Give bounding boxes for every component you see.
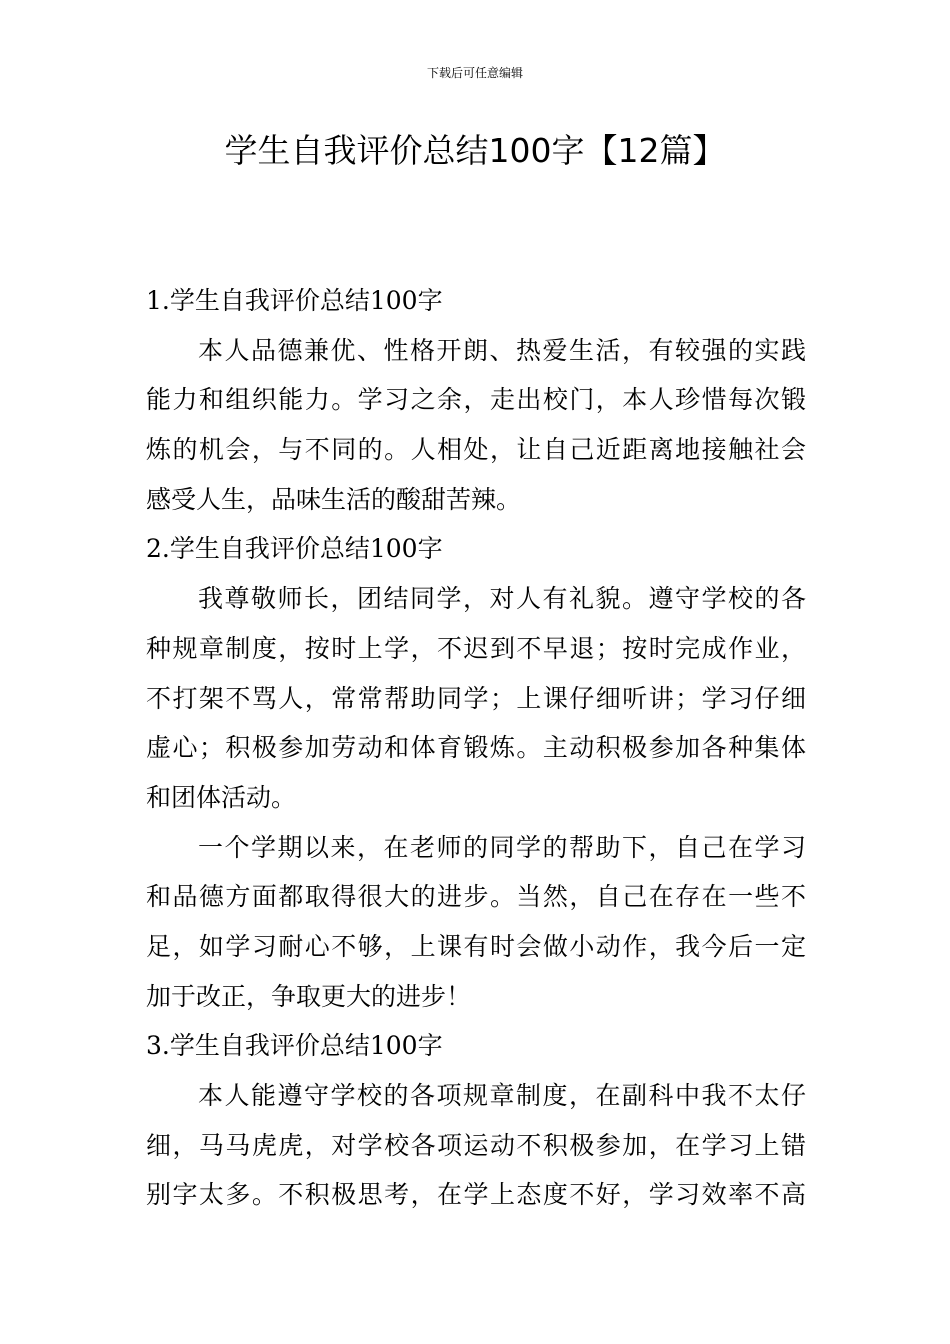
paragraph-line: 细，马马虎虎，对学校各项运动不积极参加，在学习上错 xyxy=(146,1130,806,1160)
paragraph-line: 别字太多。不积极思考，在学上态度不好，学习效率不高 xyxy=(146,1180,806,1210)
paragraph-line: 足，如学习耐心不够，上课有时会做小动作，我今后一定 xyxy=(146,931,806,961)
paragraph-line: 一个学期以来，在老师的同学的帮助下，自己在学习 xyxy=(198,832,806,862)
paragraph-line: 能力和组织能力。学习之余，走出校门，本人珍惜每次锻 xyxy=(146,385,806,415)
paragraph-line: 虚心；积极参加劳动和体育锻炼。主动积极参加各种集体 xyxy=(146,733,806,763)
section-heading: 3.学生自我评价总结100字 xyxy=(146,1031,443,1061)
paragraph-line: 种规章制度，按时上学，不迟到不早退；按时完成作业， xyxy=(146,633,806,663)
paragraph-line: 本人品德兼优、性格开朗、热爱生活，有较强的实践 xyxy=(198,335,806,365)
paragraph-line: 炼的机会，与不同的。人相处，让自己近距离地接触社会 xyxy=(146,435,806,465)
paragraph-line: 加于改正，争取更大的进步！ xyxy=(146,981,472,1011)
paragraph-line: 感受人生，品味生活的酸甜苦辣。 xyxy=(146,484,522,514)
paragraph-line: 我尊敬师长，团结同学，对人有礼貌。遵守学校的各 xyxy=(198,584,806,614)
paragraph-line: 和品德方面都取得很大的进步。当然，自己在存在一些不 xyxy=(146,882,806,912)
paragraph-line: 和团体活动。 xyxy=(146,782,297,812)
document-body xyxy=(146,276,806,1220)
section-heading: 2.学生自我评价总结100字 xyxy=(146,534,443,564)
header-note: 下载后可任意编辑 xyxy=(426,66,523,80)
section-heading: 1.学生自我评价总结100字 xyxy=(146,286,443,315)
paragraph-line: 不打架不骂人，常常帮助同学；上课仔细听讲；学习仔细 xyxy=(146,683,806,713)
document-title: 学生自我评价总结100字【12篇】 xyxy=(224,131,726,170)
paragraph-line: 本人能遵守学校的各项规章制度，在副科中我不太仔 xyxy=(198,1081,806,1110)
